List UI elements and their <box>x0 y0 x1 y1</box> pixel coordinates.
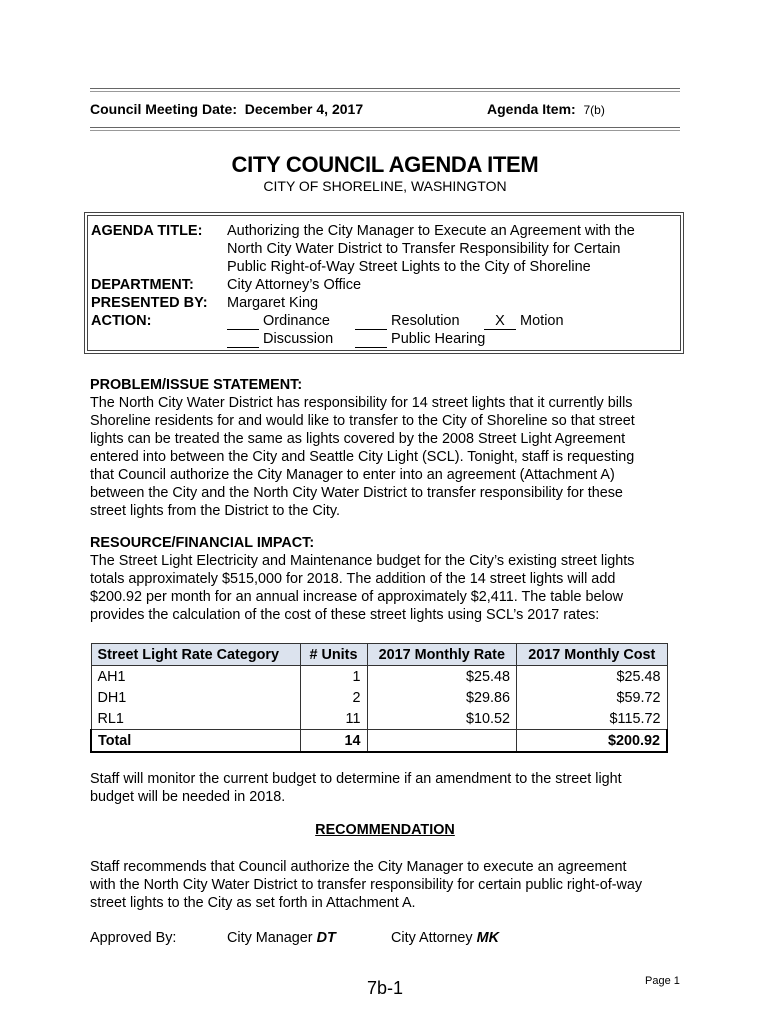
resource-heading: RESOURCE/FINANCIAL IMPACT: <box>90 535 315 551</box>
col-header-rate: 2017 Monthly Rate <box>367 644 517 666</box>
cell-units: 2 <box>300 687 367 708</box>
monitor-line: budget will be needed in 2018. <box>90 789 286 805</box>
cell-rate: $10.52 <box>367 708 517 730</box>
action-motion <box>484 313 564 330</box>
resource-line: totals approximately $515,000 for 2018. The addition of the 14 street lights will add <box>90 571 616 587</box>
recommendation-line: with the North City Water District to transfer responsibility for certain public right-of-way <box>90 877 643 893</box>
city-manager-label: City Manager <box>227 930 313 946</box>
table-row <box>91 687 667 708</box>
meeting-label-text: Council Meeting Date: <box>90 101 238 117</box>
action-resolution <box>355 313 460 330</box>
document-title: CITY COUNCIL AGENDA ITEM <box>231 152 539 177</box>
resource-line: provides the calculation of the cost of these street lights using SCL’s 2017 rates: <box>90 607 600 623</box>
motion-label: Motion <box>520 313 564 329</box>
problem-line: entered into between the City and Seattle City Light (SCL). Tonight, staff is requesting <box>90 449 635 465</box>
meeting-date-value: December 4, 2017 <box>244 101 364 117</box>
motion-checkbox-marked: X <box>484 313 516 330</box>
recommendation-heading: RECOMMENDATION <box>315 822 455 838</box>
cell-cost: $115.72 <box>517 708 667 730</box>
meeting-date-label <box>90 101 363 117</box>
public-hearing-checkbox-blank <box>355 331 387 348</box>
cell-category: DH1 <box>91 687 300 708</box>
action-public-hearing <box>355 331 485 348</box>
recommendation-line: street lights to the City as set forth in Attachment A. <box>90 895 416 911</box>
monitor-line: Staff will monitor the current budget to determine if an amendment to the street light <box>90 771 622 787</box>
city-manager-approval <box>227 930 336 946</box>
agenda-title-line-1: Authorizing the City Manager to Execute an Agreement with the <box>227 223 635 239</box>
table-row <box>91 708 667 730</box>
action-ordinance <box>227 313 330 330</box>
resource-line: The Street Light Electricity and Maintenance budget for the City’s existing street lights <box>90 553 635 569</box>
col-header-cost: 2017 Monthly Cost <box>517 644 667 666</box>
discussion-label: Discussion <box>263 331 334 347</box>
action-label: ACTION: <box>91 313 152 329</box>
document-subtitle: CITY OF SHORELINE, WASHINGTON <box>263 178 507 194</box>
problem-line: The North City Water District has responsibility for 14 street lights that it currently bills <box>90 395 633 411</box>
department-label: DEPARTMENT: <box>91 277 194 293</box>
table-row <box>91 666 667 688</box>
agenda-title-line-3: Public Right-of-Way Street Lights to the City of Shoreline <box>227 259 591 275</box>
city-attorney-label: City Attorney <box>391 930 473 946</box>
approved-by-label: Approved By: <box>90 930 177 946</box>
resource-section <box>90 534 680 624</box>
agenda-item <box>487 101 605 117</box>
resolution-checkbox-blank <box>355 313 387 330</box>
problem-line: that Council authorize the City Manager to enter into an agreement (Attachment A) <box>90 467 615 483</box>
street-light-cost-table <box>90 643 668 753</box>
cell-cost: $59.72 <box>517 687 667 708</box>
presented-by-label: PRESENTED BY: <box>91 295 208 311</box>
city-attorney-initials: MK <box>476 930 499 946</box>
discussion-checkbox-blank <box>227 331 259 348</box>
problem-section <box>90 376 680 520</box>
table-header-row <box>91 644 667 666</box>
monitor-paragraph <box>90 770 680 806</box>
total-cost: $200.92 <box>517 730 667 753</box>
problem-line: street lights from the District to the City. <box>90 503 341 519</box>
header-top-rule-2 <box>90 91 680 92</box>
header-bottom-rule-2 <box>90 130 680 131</box>
resource-line: $200.92 per month for an annual increase of approximately $2,411. The table below <box>90 589 624 605</box>
cell-rate: $29.86 <box>367 687 517 708</box>
department-value: City Attorney’s Office <box>227 277 362 293</box>
ordinance-label: Ordinance <box>263 313 330 329</box>
city-manager-initials: DT <box>316 930 336 946</box>
cell-rate: $25.48 <box>367 666 517 688</box>
recommendation-paragraph <box>90 858 680 912</box>
cell-units: 11 <box>300 708 367 730</box>
problem-line: between the City and the North City Water District to transfer responsibility for these <box>90 485 623 501</box>
city-attorney-approval <box>391 930 499 946</box>
page-label: Page 1 <box>645 975 680 987</box>
agenda-item-value: 7(b) <box>583 103 605 117</box>
public-hearing-label: Public Hearing <box>391 331 486 347</box>
table-total-row <box>91 730 667 753</box>
cell-category: RL1 <box>91 708 300 730</box>
header-bottom-rule <box>90 127 680 128</box>
agenda-title-label: AGENDA TITLE: <box>91 223 203 239</box>
header-top-rule <box>90 88 680 89</box>
total-rate <box>367 730 517 753</box>
problem-line: lights can be treated the same as lights covered by the 2008 Street Light Agreement <box>90 431 626 447</box>
action-discussion <box>227 331 333 348</box>
recommendation-line: Staff recommends that Council authorize the City Manager to execute an agreement <box>90 859 627 875</box>
resolution-label: Resolution <box>391 313 460 329</box>
total-units: 14 <box>300 730 367 753</box>
cell-units: 1 <box>300 666 367 688</box>
problem-heading: PROBLEM/ISSUE STATEMENT: <box>90 377 303 393</box>
presented-by-value: Margaret King <box>227 295 319 311</box>
col-header-category: Street Light Rate Category <box>91 644 300 666</box>
col-header-units: # Units <box>300 644 367 666</box>
problem-line: Shoreline residents for and would like to transfer to the City of Shoreline so that street <box>90 413 635 429</box>
agenda-title-line-2: North City Water District to Transfer Responsibility for Certain <box>227 241 621 257</box>
page-number: 7b-1 <box>366 978 404 998</box>
agenda-item-label: Agenda Item: <box>487 101 576 117</box>
cell-cost: $25.48 <box>517 666 667 688</box>
ordinance-checkbox-blank <box>227 313 259 330</box>
cell-category: AH1 <box>91 666 300 688</box>
total-label: Total <box>91 730 300 753</box>
